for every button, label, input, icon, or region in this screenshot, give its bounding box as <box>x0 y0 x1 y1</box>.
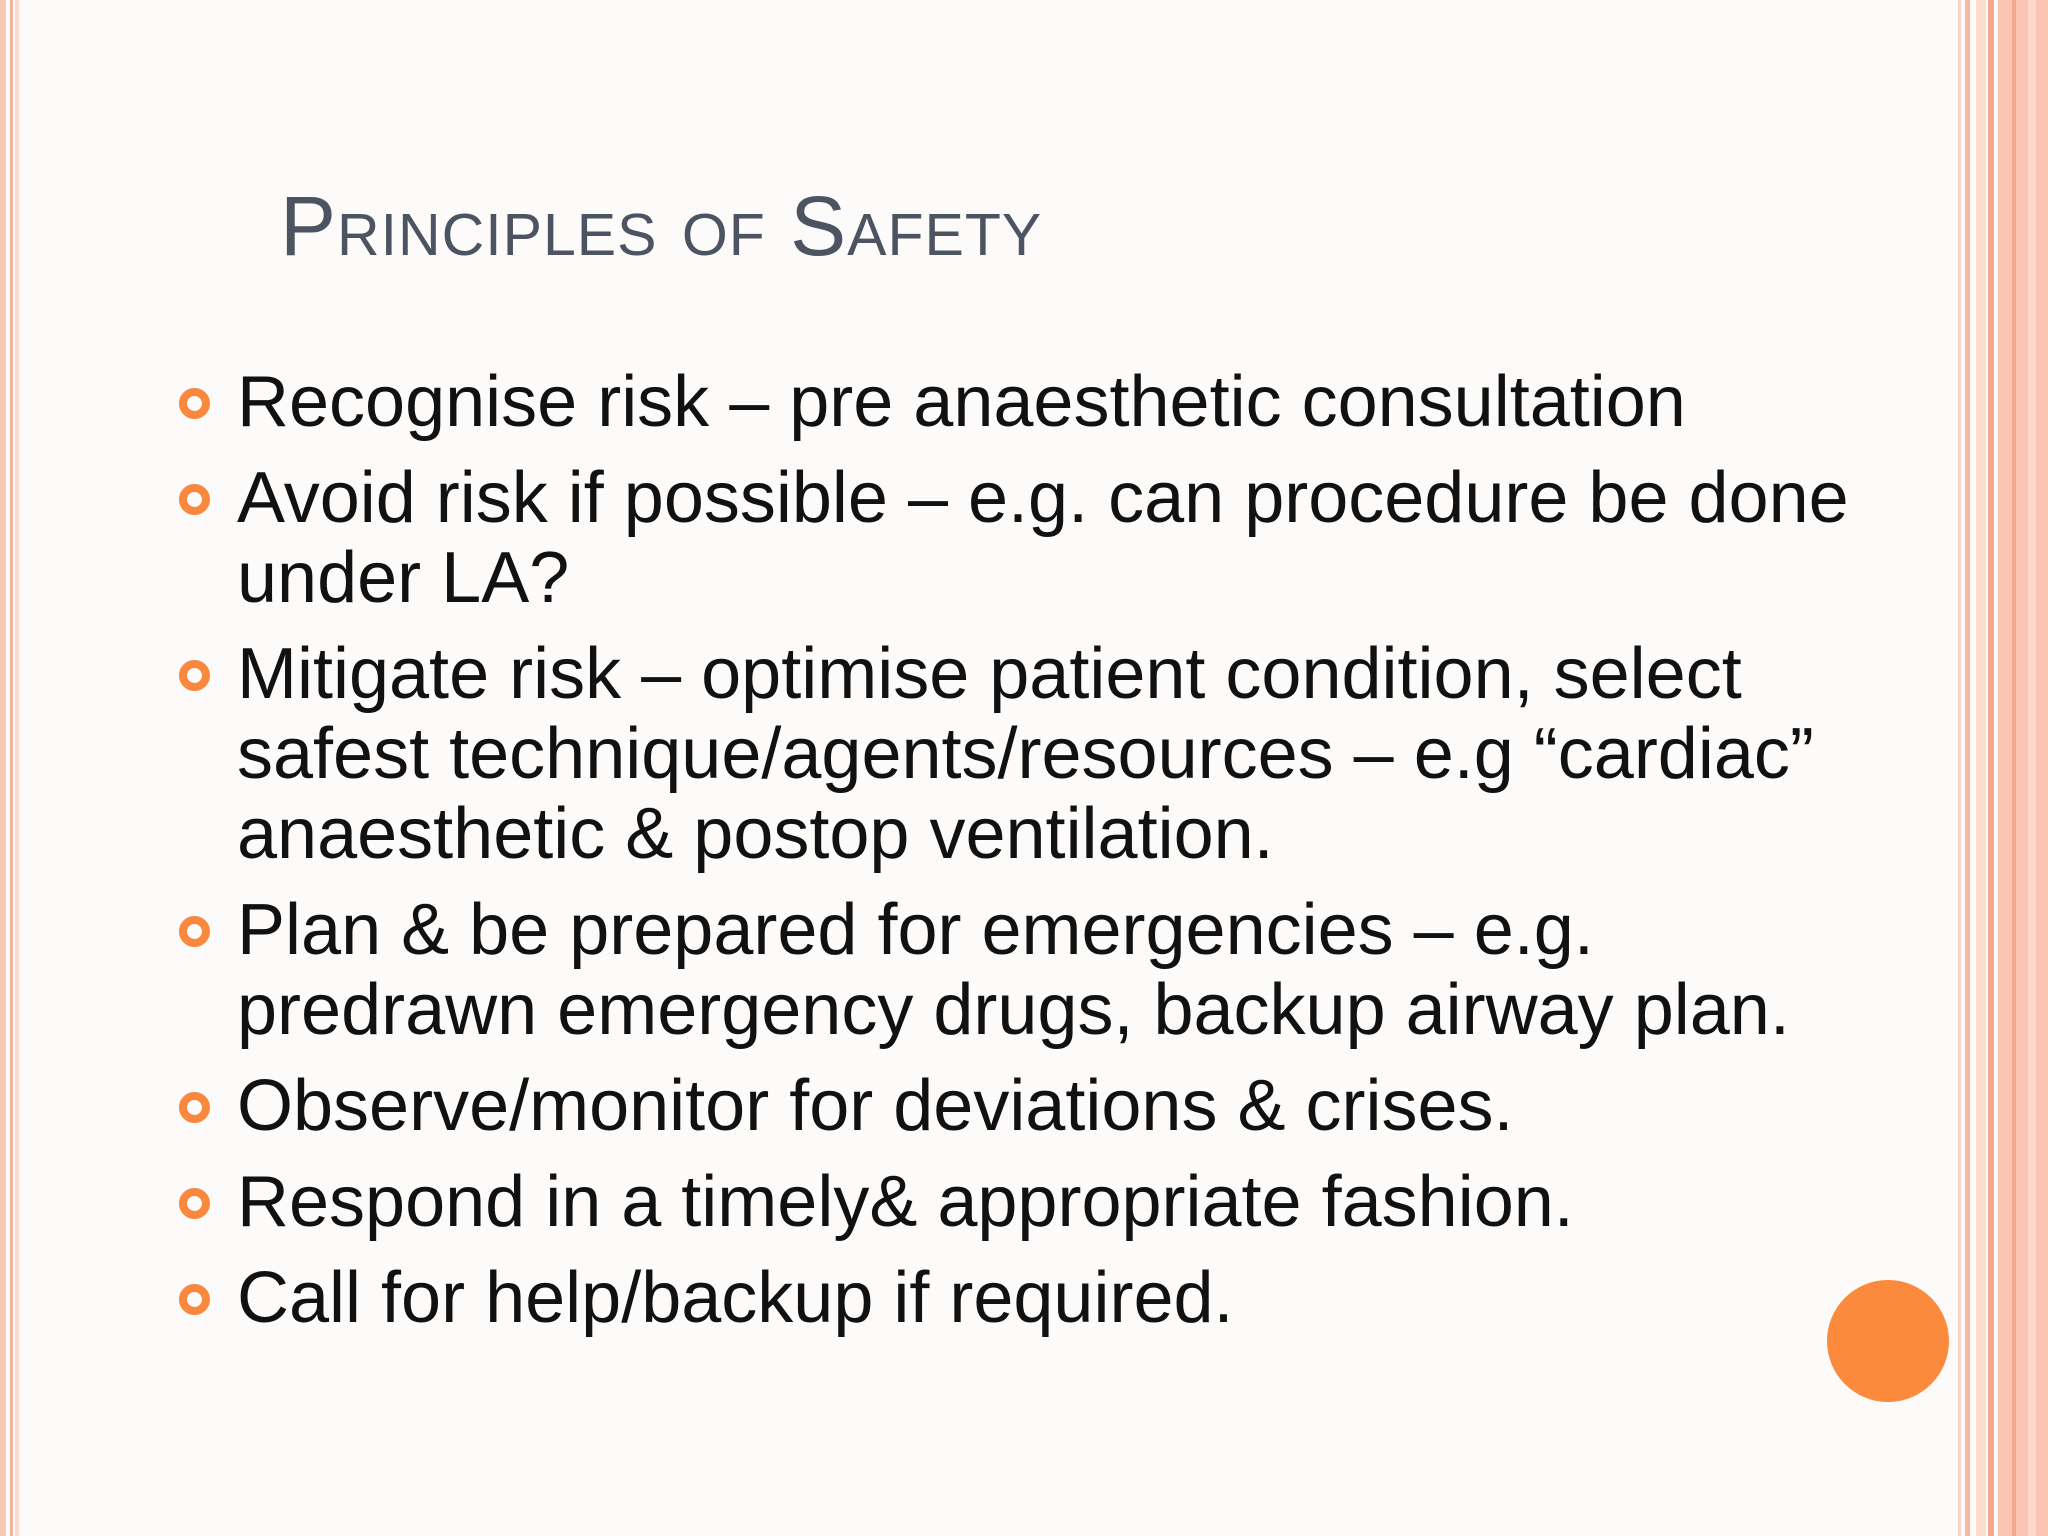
ring-bullet-icon <box>179 1284 210 1315</box>
right-border-stripe <box>1988 0 1994 1536</box>
slide-title: Principles of Safety <box>280 179 1043 273</box>
right-border-stripe <box>1965 0 1970 1536</box>
bullet-item <box>172 1258 1912 1338</box>
orange-circle-decoration <box>1827 1280 1949 1402</box>
bullet-list <box>172 362 1912 1354</box>
ring-bullet-icon <box>179 484 210 515</box>
bullet-text: Recognise risk – pre anaesthetic consultation <box>237 362 1686 442</box>
right-border-stripe <box>2012 0 2016 1536</box>
bullet-item <box>172 890 1912 1050</box>
left-border-stripe <box>10 0 13 1536</box>
bullet-text: Observe/monitor for deviations & crises. <box>237 1066 1514 1146</box>
ring-bullet-icon <box>179 1188 210 1219</box>
bullet-item <box>172 458 1912 618</box>
bullet-text: Avoid risk if possible – e.g. can procedure be done under LA? <box>237 458 1849 618</box>
bullet-item <box>172 634 1912 874</box>
ring-bullet-icon <box>179 916 210 947</box>
ring-bullet-icon <box>179 1092 210 1123</box>
bullet-item <box>172 1162 1912 1242</box>
right-border-stripe <box>2028 0 2036 1536</box>
bullet-item <box>172 362 1912 442</box>
bullet-text: Plan & be prepared for emergencies – e.g. predrawn emergency drugs, backup airway plan. <box>237 890 1790 1050</box>
bullet-item <box>172 1066 1912 1146</box>
left-border-stripe <box>0 0 6 1536</box>
left-border-stripe <box>15 0 19 1536</box>
bullet-text: Respond in a timely& appropriate fashion. <box>237 1162 1574 1242</box>
ring-bullet-icon <box>179 660 210 691</box>
right-border-stripe <box>1998 0 2048 1536</box>
ring-bullet-icon <box>179 388 210 419</box>
bullet-text: Mitigate risk – optimise patient condition, select safest technique/agents/resources – e.g “cardiac” anaesthetic & postop ventilation. <box>237 634 1814 874</box>
bullet-text: Call for help/backup if required. <box>237 1258 1234 1338</box>
right-border-stripe <box>1976 0 1986 1536</box>
right-border-stripe <box>1958 0 1961 1536</box>
